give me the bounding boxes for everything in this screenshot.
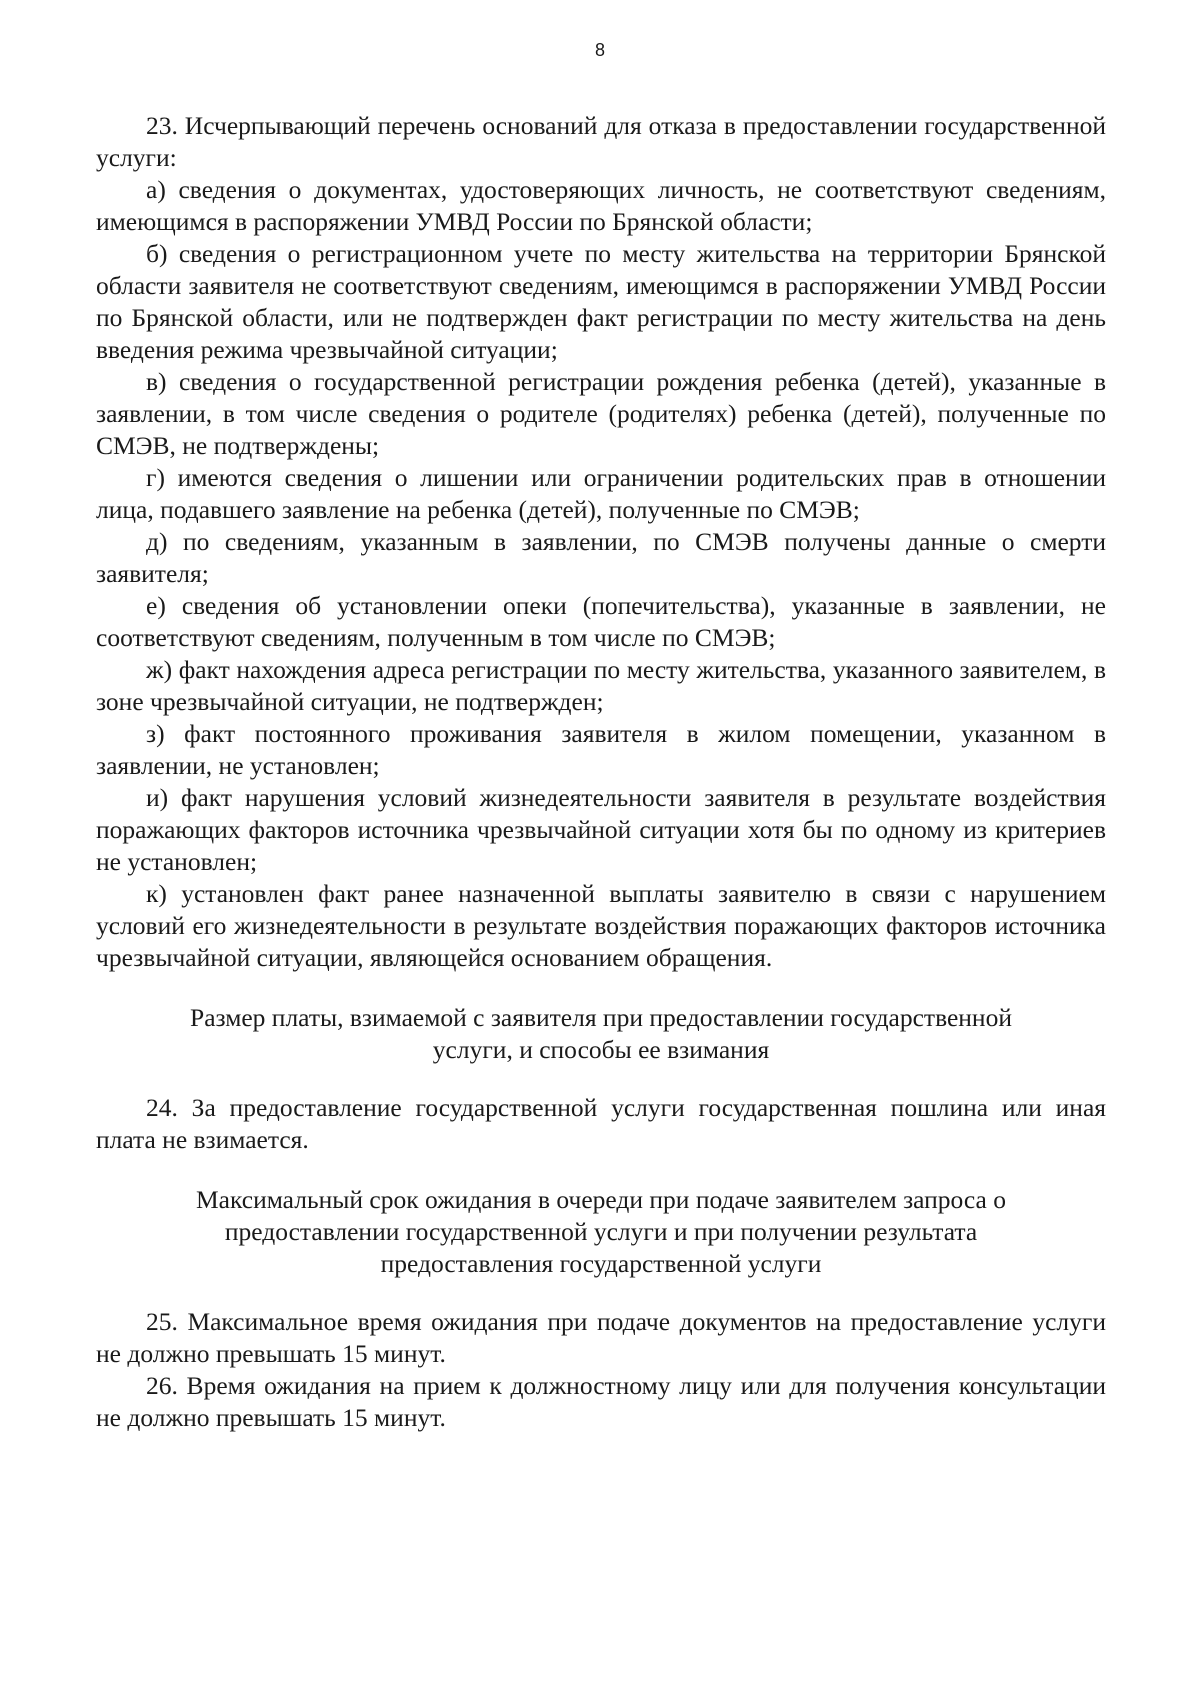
list-item-k: к) установлен факт ранее назначенной выплаты заявителю в связи с нарушением условий его жизнедеятельности в результате воздействия поражающих факторов источника чрезвычайной ситуации, являющейся основанием обращения. xyxy=(96,879,1106,972)
paragraph-23-intro: 23. Исчерпывающий перечень оснований для отказа в предоставлении государственной услуги: xyxy=(96,111,1106,172)
list-item-a: а) сведения о документах, удостоверяющих личность, не соответствуют сведениям, имеющимся в распоряжении УМВД России по Брянской области; xyxy=(96,175,1106,236)
list-item-e: е) сведения об установлении опеки (попечительства), указанные в заявлении, не соответствуют сведениям, полученным в том числе по СМЭВ; xyxy=(96,591,1106,652)
section-heading-fee: Размер платы, взимаемой с заявителя при предоставлении государственной услуги, и способы ее взимания xyxy=(190,1003,1012,1064)
paragraph-26: 26. Время ожидания на прием к должностному лицу или для получения консультации не должно превышать 15 минут. xyxy=(96,1371,1106,1432)
list-item-zh: ж) факт нахождения адреса регистрации по месту жительства, указанного заявителем, в зоне чрезвычайной ситуации, не подтвержден; xyxy=(96,655,1106,716)
list-item-b: б) сведения о регистрационном учете по месту жительства на территории Брянской области заявителя не соответствуют сведениям, имеющимся в распоряжении УМВД России по Брянской области, или не подтвержден факт регистрации по месту жительства на день введения режима чрезвычайной ситуации; xyxy=(96,239,1106,364)
list-item-i: и) факт нарушения условий жизнедеятельности заявителя в результате воздействия поражающих факторов источника чрезвычайной ситуации хотя бы по одному из критериев не установлен; xyxy=(96,783,1106,876)
page-number: 8 xyxy=(594,40,605,60)
list-item-v: в) сведения о государственной регистрации рождения ребенка (детей), указанные в заявлении, в том числе сведения о родителе (родителях) ребенка (детей), полученные по СМЭВ, не подтверждены; xyxy=(96,367,1106,460)
list-item-g: г) имеются сведения о лишении или ограничении родительских прав в отношении лица, подавшего заявление на ребенка (детей), полученные по СМЭВ; xyxy=(96,463,1106,524)
document-body xyxy=(96,110,1106,1434)
list-item-z: з) факт постоянного проживания заявителя в жилом помещении, указанном в заявлении, не установлен; xyxy=(96,719,1106,780)
paragraph-24: 24. За предоставление государственной услуги государственная пошлина или иная плата не взимается. xyxy=(96,1093,1106,1154)
list-item-d: д) по сведениям, указанным в заявлении, по СМЭВ получены данные о смерти заявителя; xyxy=(96,527,1106,588)
paragraph-25: 25. Максимальное время ожидания при подаче документов на предоставление услуги не должно превышать 15 минут. xyxy=(96,1307,1106,1368)
section-heading-wait-time: Максимальный срок ожидания в очереди при подаче заявителем запроса о предоставлении государственной услуги и при получении результата предоставления государственной услуги xyxy=(196,1185,1006,1278)
